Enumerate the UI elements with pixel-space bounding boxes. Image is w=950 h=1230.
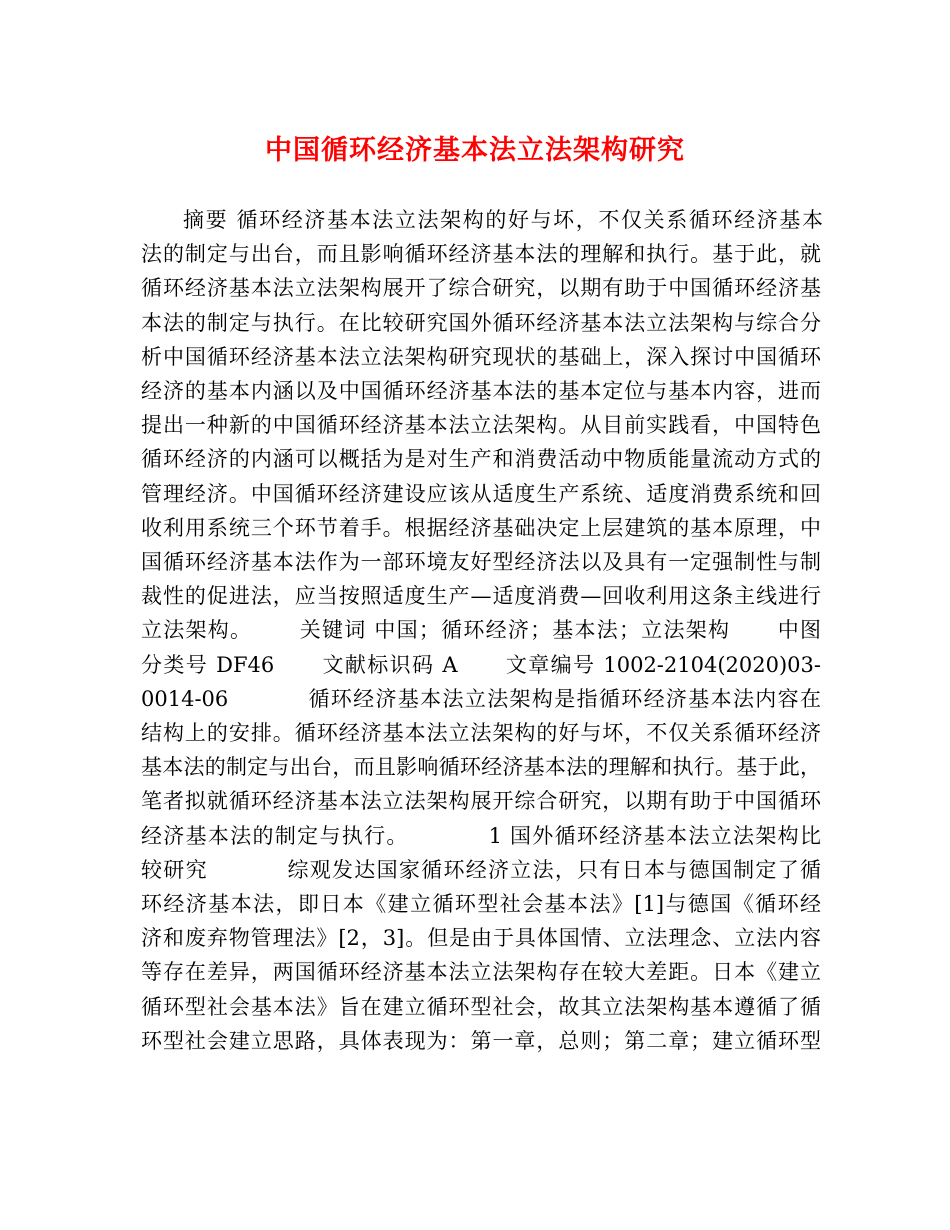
body-line: 0014-06 循环经济基本法立法架构是指循环经济基本法内容在 bbox=[141, 686, 821, 711]
body-line: 析中国循环经济基本法立法架构研究现状的基础上，深入探讨中国循环 bbox=[141, 344, 821, 369]
body-line: 结构上的安排。循环经济基本法立法架构的好与坏，不仅关系循环经济 bbox=[141, 721, 821, 745]
body-line: 摘要 循环经济基本法立法架构的好与坏，不仅关系循环经济基本 bbox=[183, 208, 823, 232]
body-line: 国循环经济基本法作为一部环境友好型经济法以及具有一定强制性与制 bbox=[141, 550, 821, 574]
body-line: 经济基本法的制定与执行。 1 国外循环经济基本法立法架构比 bbox=[141, 823, 821, 848]
body-line: 循环型社会基本法》旨在建立循环型社会，故其立法架构基本遵循了循 bbox=[141, 994, 821, 1019]
body-line: 提出一种新的中国循环经济基本法立法架构。从目前实践看，中国特色 bbox=[141, 413, 821, 438]
body-line: 管理经济。中国循环经济建设应该从适度生产系统、适度消费系统和回 bbox=[141, 481, 821, 506]
body-line: 经济的基本内涵以及中国循环经济基本法的基本定位与基本内容，进而 bbox=[141, 379, 821, 403]
document-title: 中国循环经济基本法立法架构研究 bbox=[265, 135, 685, 166]
body-line: 立法架构。 关键词 中国；循环经济；基本法；立法架构 中图 bbox=[141, 618, 821, 643]
body-line: 本法的制定与执行。在比较研究国外循环经济基本法立法架构与综合分 bbox=[141, 310, 821, 335]
body-line: 循环经济的内涵可以概括为是对生产和消费活动中物质能量流动方式的 bbox=[141, 447, 821, 472]
body-line: 环经济基本法，即日本《建立循环型社会基本法》[1]与德国《循环经 bbox=[141, 892, 821, 916]
body-line: 等存在差异，两国循环经济基本法立法架构存在较大差距。日本《建立 bbox=[141, 960, 821, 985]
body-line: 济和废弃物管理法》[2，3]。但是由于具体国情、立法理念、立法内容 bbox=[141, 926, 821, 951]
body-line: 分类号 DF46 文献标识码 A 文章编号 1002-2104(2020)03- bbox=[141, 652, 821, 677]
body-line: 基本法的制定与出台，而且影响循环经济基本法的理解和执行。基于此， bbox=[141, 755, 821, 780]
body-line: 较研究 综观发达国家循环经济立法，只有日本与德国制定了循 bbox=[141, 857, 821, 882]
body-line: 循环经济基本法立法架构展开了综合研究，以期有助于中国循环经济基 bbox=[141, 276, 821, 301]
body-line: 法的制定与出台，而且影响循环经济基本法的理解和执行。基于此，就 bbox=[141, 242, 821, 267]
body-line: 笔者拟就循环经济基本法立法架构展开综合研究，以期有助于中国循环 bbox=[141, 789, 821, 814]
body-line: 收利用系统三个环节着手。根据经济基础决定上层建筑的基本原理，中 bbox=[141, 515, 821, 540]
body-line: 裁性的促进法，应当按照适度生产—适度消费—回收利用这条主线进行 bbox=[141, 584, 821, 609]
body-line: 环型社会建立思路，具体表现为：第一章，总则；第二章；建立循环型 bbox=[141, 1028, 821, 1053]
